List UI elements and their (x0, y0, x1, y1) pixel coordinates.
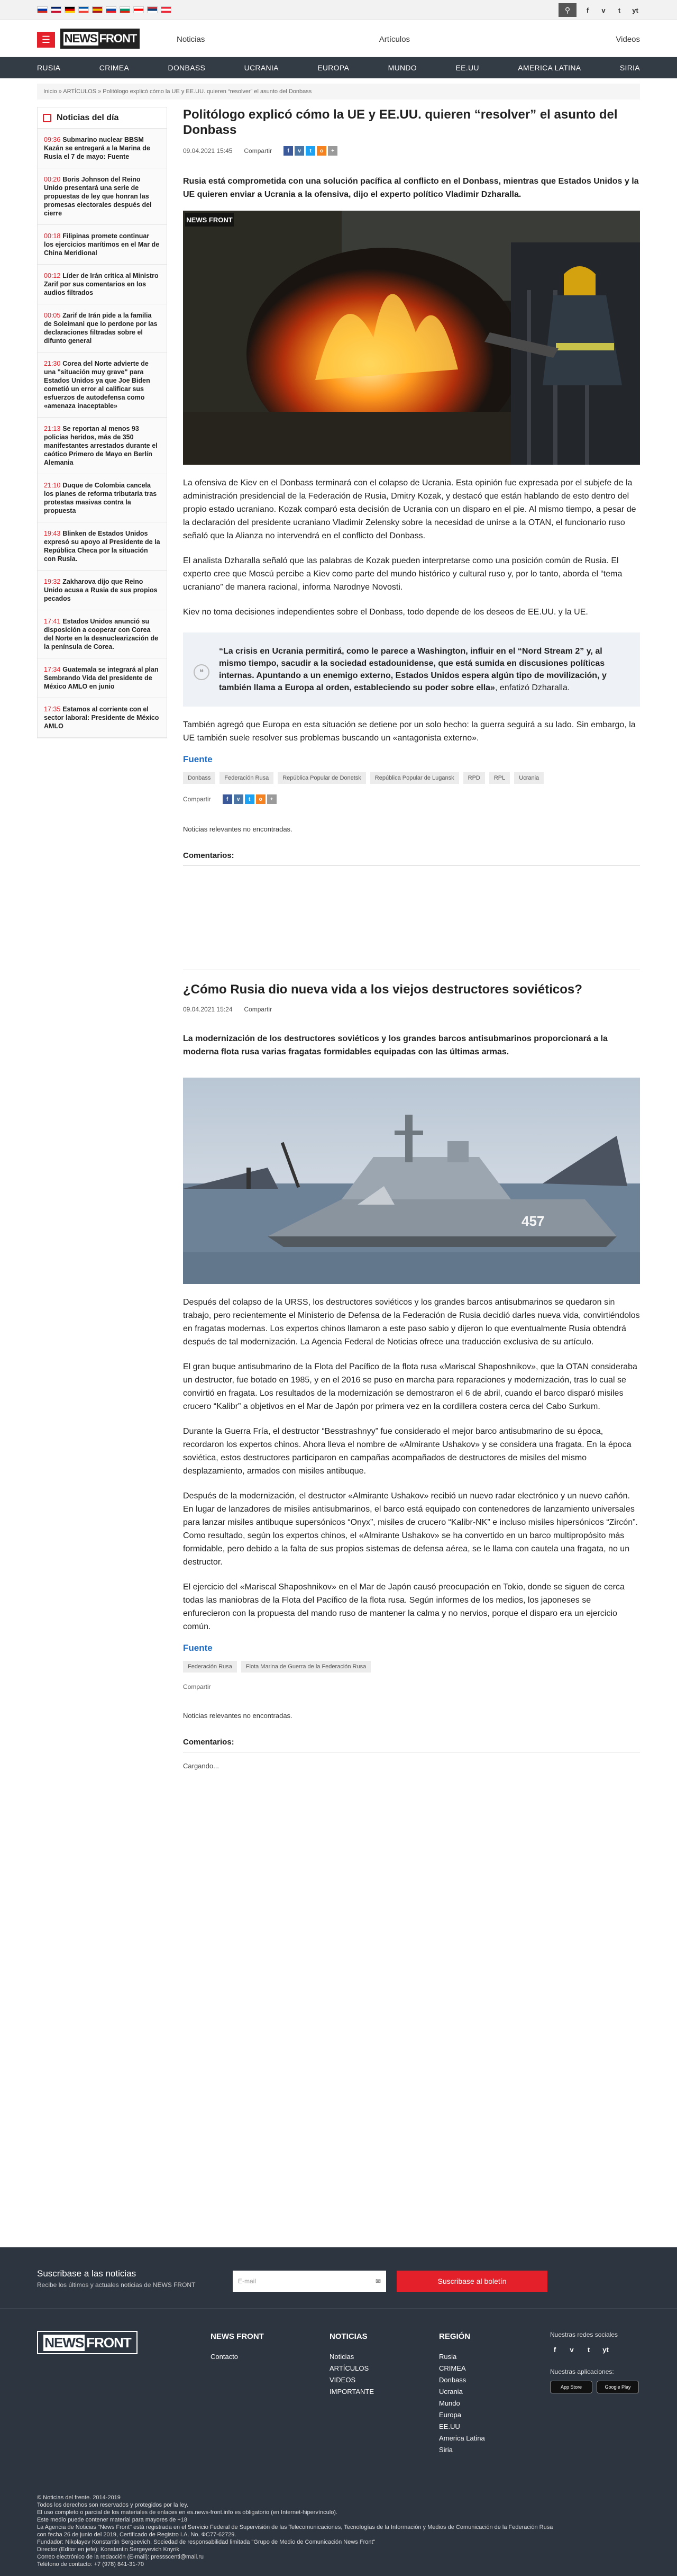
share-twitter-icon[interactable]: t (245, 794, 254, 804)
menu-button[interactable] (37, 32, 55, 48)
breadcrumb: Inicio » ARTÍCULOS » Politólogo explicó cómo la UE y EE.UU. quieren “resolver” el asunto del Donbass (37, 84, 640, 100)
comments-heading: Comentarios: (183, 851, 640, 866)
news-headline: Guatemala se integrará al plan Sembrando Vida del presidente de México AMLO en junio (44, 666, 159, 690)
news-time: 21:30 (44, 360, 61, 367)
vk-icon[interactable]: v (570, 2345, 574, 2354)
flag-de-icon[interactable] (65, 6, 75, 13)
main-nav (177, 35, 640, 44)
news-headline: Zakharova dijo que Reino Unido acusa a Rusia de sus propios pecados (44, 578, 158, 602)
footer-link[interactable]: ARTÍCULOS (330, 2364, 369, 2372)
article-1 (183, 107, 640, 866)
share-more-icon[interactable]: + (328, 146, 337, 156)
news-headline: Submarino nuclear BBSM Kazán se entregará a la Marina de Rusia el 7 de mayo: Fuente (44, 136, 150, 160)
article-2-tags (183, 1661, 640, 1673)
calendar-icon (43, 114, 51, 122)
footer-logo-front: FRONT (86, 2334, 131, 2351)
mail-icon: ✉ (375, 2277, 381, 2285)
category-america-latina[interactable]: AMERICA LATINA (518, 64, 581, 72)
facebook-icon[interactable]: f (586, 6, 589, 14)
article-1-title: Politólogo explicó cómo la UE y EE.UU. quieren “resolver” el asunto del Donbass (183, 107, 618, 137)
footer-col-title: NOTICIAS (330, 2332, 368, 2341)
share-ok-icon[interactable]: o (317, 146, 326, 156)
firefighter-fire-photo (183, 211, 640, 465)
article-2-date: 09.04.2021 15:24 (183, 1006, 233, 1013)
footer-link[interactable]: Donbass (439, 2376, 466, 2384)
footer-col-newsfront (211, 2331, 264, 2363)
news-time: 09:36 (44, 136, 61, 143)
footer-link[interactable]: Siria (439, 2446, 453, 2454)
sidebar-news-item[interactable] (38, 610, 167, 658)
comments-loading: Cargando... (183, 1762, 219, 1770)
share-vk-icon[interactable]: v (234, 794, 243, 804)
news-time: 19:43 (44, 530, 61, 537)
article-1-share-label: Compartir (244, 147, 272, 155)
youtube-icon[interactable]: yt (632, 6, 638, 14)
newsletter-email-input[interactable] (233, 2271, 386, 2292)
share-twitter-icon[interactable]: t (306, 146, 315, 156)
news-time: 19:32 (44, 578, 61, 585)
footer-col-links (439, 2351, 485, 2456)
article-1-source-link[interactable]: Fuente (183, 754, 213, 764)
footer-col-title: NEWS FRONT (211, 2332, 264, 2341)
share-ok-icon[interactable]: o (256, 794, 266, 804)
sidebar-header (38, 107, 167, 129)
tag[interactable]: Ucrania (514, 772, 544, 784)
share-facebook-icon[interactable]: f (283, 146, 293, 156)
legal-line: con fecha 26 de junio del 2019, Certificado de Registro I.A. No. ФС77-62729. (37, 2532, 236, 2538)
article-1-meta (183, 146, 640, 156)
vk-icon[interactable]: v (601, 6, 606, 14)
category-bar (0, 57, 677, 78)
logo-text-front: FRONT (99, 32, 137, 45)
article-1-tags (183, 772, 640, 784)
news-time: 21:10 (44, 482, 61, 489)
article-2-title: ¿Cómo Rusia dio nueva vida a los viejos destructores soviéticos? (183, 982, 582, 997)
news-time: 00:05 (44, 312, 61, 319)
news-headline: Boris Johnson del Reino Unido presentará una serie de propuestas de ley que honran las promesas electorales después del cierre (44, 176, 152, 217)
share-buttons-bottom (223, 794, 277, 804)
legal-line: Todos los derechos son reservados y protegidos por la ley. (37, 2502, 188, 2508)
category-ee-uu[interactable]: EE.UU (455, 64, 479, 72)
nav-videos[interactable]: Videos (616, 35, 640, 44)
sidebar-news-item[interactable] (38, 571, 167, 610)
news-time: 21:13 (44, 425, 61, 432)
article-2-image (183, 1078, 640, 1284)
footer-social-apps (550, 2331, 640, 2393)
newsletter-section (0, 2247, 677, 2308)
related-news-empty: Noticias relevantes no encontradas. (183, 825, 292, 833)
tag[interactable]: República Popular de Lugansk (370, 772, 459, 784)
flag-fr-icon[interactable] (78, 6, 89, 13)
article-2 (183, 982, 640, 1770)
google-play-badge[interactable]: Google Play (597, 2381, 639, 2393)
tag[interactable]: RPL (489, 772, 510, 784)
news-time: 17:41 (44, 618, 61, 625)
footer-logo[interactable] (37, 2331, 138, 2354)
search-icon: ⚲ (564, 5, 571, 14)
top-bar (0, 0, 677, 20)
category-siria[interactable]: SIRIA (619, 64, 640, 72)
app-store-badge[interactable]: App Store (550, 2381, 592, 2393)
legal-line: La Agencia de Noticias "News Front" está registrada en el Servicio Federal de Supervisión de las Telecomunicaciones, Tecnologías de la Información y Medios de Comunicación de la Federación Rusa (37, 2524, 553, 2530)
footer-link[interactable]: EE.UU (439, 2423, 460, 2430)
logo-text-news: NEWS (64, 32, 97, 45)
footer-link[interactable]: CRIMEA (439, 2364, 466, 2372)
top-bar-right (559, 3, 640, 17)
legal-line: El uso completo o parcial de los materiales de enlaces en es.news-front.info es obligatorio (en Internet-hipervínculo). (37, 2509, 338, 2516)
sidebar-news-item[interactable] (38, 658, 167, 698)
article-2-source-link[interactable]: Fuente (183, 1643, 213, 1653)
tag[interactable]: Flota Marina de Guerra de la Federación Rusa (241, 1661, 371, 1673)
legal-line: Director (Editor en jefe): Konstantin Sergeyevich Knyrik (37, 2546, 180, 2553)
footer-col-region (439, 2331, 485, 2456)
category-mundo[interactable]: MUNDO (388, 64, 417, 72)
article-2-paragraph: Durante la Guerra Fría, el destructor “Besstrashnyy” fue considerado el mejor barco antisubmarino de su época, recordaron los expertos chinos. Ahora lleva el nombre de «Almirante Ushakov» y se considera una fragata. En la época soviética, estos destructores participaron en campañas acompañados de destructores de misiles del mismo desplazamiento, armados con misiles antibuque. (183, 1427, 632, 1476)
category-ucrania[interactable]: UCRANIA (244, 64, 279, 72)
footer-link[interactable]: Ucrania (439, 2388, 463, 2396)
image-watermark: NEWS FRONT (186, 216, 233, 224)
footer-col-links (211, 2351, 264, 2363)
share-facebook-icon[interactable]: f (223, 794, 232, 804)
article-2-paragraph: El gran buque antisubmarino de la Flota del Pacífico de la flota rusa «Mariscal Shaposhnikov», que la OTAN consideraba un destructor, fue botado en 1985, y en el 2016 se puso en marcha para reparaciones y modernización, tras lo cual se convirtió en fragata. Los resultados de la modernización se demostraron el 6 de abril, cuando el barco disparó misiles crucero “Kalibr” a objetivos en el Mar de Japón por primera vez en la cordillera costera cerca del Cabo Surkum. (183, 1362, 637, 1411)
footer-link[interactable]: Mundo (439, 2399, 460, 2407)
hull-number: 457 (522, 1213, 545, 1229)
share-more-icon[interactable]: + (267, 794, 277, 804)
newsletter-title: Suscribase a las noticias (37, 2268, 136, 2279)
footer-link[interactable]: Europa (439, 2411, 461, 2419)
legal-line: Este medio puede contener material para mayores de +18 (37, 2517, 188, 2523)
site-logo[interactable] (60, 29, 140, 49)
footer-col-links (330, 2351, 374, 2398)
footer-link[interactable]: America Latina (439, 2434, 485, 2442)
article-1-date: 09.04.2021 15:45 (183, 147, 233, 155)
comments-heading: Comentarios: (183, 1738, 640, 1752)
category-list (37, 57, 640, 78)
footer-link[interactable]: Rusia (439, 2353, 457, 2361)
flag-sr-icon[interactable] (147, 6, 158, 13)
footer-link[interactable]: IMPORTANTE (330, 2388, 374, 2396)
flag-ge-icon[interactable] (133, 6, 144, 13)
article-1-body (183, 476, 640, 619)
article-1-paragraph: El analista Dzharalla señaló que las palabras de Kozak pueden interpretarse como una posición común de Rusia. El experto cree que Moscú percibe a Kiev como parte del mundo histórico y cultural ruso y, por lo tanto, aborda el “tema ucraniano” de manera racional, informa Narodnye Novosti. (183, 556, 623, 592)
footer-social-icons (550, 2345, 640, 2354)
footer-social-title: Nuestras redes sociales (550, 2331, 618, 2338)
sidebar-news-item[interactable] (38, 265, 167, 304)
article-1-paragraph: La ofensiva de Kiev en el Donbass terminará con el colapso de Ucrania. Esta opinión fue expresada por el subjefe de la administración presidencial de la Federación de Rusia, Dmitry Kozak, y destacó que están hablando de esto dentro del propio estado ucraniano. Kozak comparó esta decisión de Ucrania con un disparo en el pie. Al mismo tiempo, a pesar de la declaración del presidente ucraniano Vladimir Zelensky sobre la necesidad de unirse a la OTAN, el funcionario ruso señaló que la Alianza no intervendrá en el conflicto del Donbass. (183, 478, 636, 540)
article-2-share-label[interactable]: Compartir (244, 1006, 272, 1013)
sidebar-news-of-the-day (37, 107, 167, 738)
footer-logo-news: NEWS (44, 2334, 84, 2351)
news-headline: Blinken de Estados Unidos expresó su apoyo al Presidente de la República Checa por la situación con Rusia. (44, 530, 160, 563)
quote-icon: ❝ (194, 664, 209, 680)
legal-line: Teléfono de contacto: +7 (978) 841-31-70 (37, 2561, 144, 2568)
article-2-share-bottom (183, 1683, 640, 1691)
news-time: 00:18 (44, 232, 61, 240)
category-crimea[interactable]: CRIMEA (99, 64, 130, 72)
flag-ru-icon[interactable] (37, 6, 48, 13)
hamburger-icon: ☰ (41, 34, 51, 45)
tag[interactable]: Donbass (183, 772, 215, 784)
news-headline: Corea del Norte advierte de una "situación muy grave" para Estados Unidos ya que Joe Biden cometió un error al calificar sus esfuerzos de autodefensa como «amenaza inaceptable» (44, 360, 150, 410)
youtube-icon[interactable]: yt (602, 2345, 609, 2354)
article-2-paragraph: El ejercicio del «Mariscal Shaposhnikov» en el Mar de Japón causó preocupación en Tokio, donde se siguen de cerca todas las maniobras de la Flota del Pacífico de la flota rusa. Según informes de los medios, los japoneses se enfurecieron con la propuesta del mando ruso de mantener la calma y no nervios, porque el disparo era un ejercicio común. (183, 1583, 625, 1631)
news-headline: Zarif de Irán pide a la familia de Soleimani que lo perdone por las declaraciones filtradas sobre el difunto general (44, 312, 158, 345)
main-content (183, 107, 640, 1770)
sidebar-news-item[interactable] (38, 352, 167, 418)
footer-apps-title: Nuestras aplicaciones: (550, 2368, 614, 2375)
sidebar-news-item[interactable] (38, 522, 167, 571)
tag[interactable]: Federación Rusa (183, 1661, 237, 1673)
article-1-quote (183, 632, 640, 707)
language-selector (37, 6, 171, 13)
news-headline: Filipinas promete continuar los ejercicios marítimos en el Mar de China Meridional (44, 232, 160, 257)
twitter-icon[interactable]: t (587, 2345, 590, 2354)
facebook-icon[interactable]: f (553, 2345, 556, 2354)
footer-legal (37, 2494, 640, 2568)
footer-link[interactable]: VIDEOS (330, 2376, 356, 2384)
flag-at-icon[interactable] (161, 6, 171, 13)
twitter-icon[interactable]: t (618, 6, 621, 14)
tag[interactable]: RPD (463, 772, 485, 784)
sidebar-news-item[interactable] (38, 129, 167, 168)
sidebar-news-item[interactable] (38, 474, 167, 522)
share-vk-icon[interactable]: v (295, 146, 304, 156)
sidebar-news-item[interactable] (38, 304, 167, 352)
news-time: 17:35 (44, 706, 61, 713)
sidebar-list (38, 129, 167, 738)
footer-col-title: REGIÓN (439, 2332, 471, 2341)
article-1-body-end (183, 718, 640, 745)
category-europa[interactable]: EUROPA (317, 64, 350, 72)
news-headline: Estamos al corriente con el sector laboral: Presidente de México AMLO (44, 706, 159, 730)
article-1-share-buttons (283, 146, 337, 156)
article-2-paragraph: Después de la modernización, el destructor «Almirante Ushakov» recibió un nuevo radar electrónico y un nuevo cañón. En lugar de lanzadores de misiles antisubmarinos, el barco está equipado con contenedores de lanzamiento universales para lanzar misiles antibuque supersónicos “Onyx”, misiles de crucero “Kalibr-NK” e incluso misiles hipersónicos “Zircón”. Como resultado, según los expertos chinos, el «Almirante Ushakov» se ha convertido en un barco multipropósito más formidable, pero debido a la falta de sus propios sistemas de defensa aérea, se le llama con cautela una fragata, no un destructor. (183, 1492, 638, 1567)
warship-photo (183, 1078, 640, 1284)
news-time: 00:20 (44, 176, 61, 183)
footer-link[interactable]: Contacto (211, 2353, 239, 2361)
news-headline: Se reportan al menos 93 policías heridos, más de 350 manifestantes arrestados durante el caótico Primero de Mayo en Berlín Alemania (44, 425, 158, 466)
sidebar-news-item[interactable] (38, 168, 167, 225)
site-header (0, 20, 677, 57)
news-headline: Estados Unidos anunció su disposición a cooperar con Corea del Norte en la desnuclearización de la península de Corea. (44, 618, 159, 650)
article-1-paragraph: También agregó que Europa en esta situación se detiene por un solo hecho: la guerra seguirá a su lado. Sin embargo, la UE también suele resolver sus problemas buscando un «antagonista externo». (183, 720, 636, 743)
email-placeholder: E-mail (238, 2277, 257, 2285)
sidebar-news-item[interactable] (38, 698, 167, 738)
sidebar-title: Noticias del día (57, 113, 119, 122)
news-headline: Líder de Irán critica al Ministro Zarif por sus comentarios en los audios filtrados (44, 272, 159, 296)
related-news-empty: Noticias relevantes no encontradas. (183, 1712, 292, 1720)
quote-text: “La crisis en Ucrania permitirá, como le parece a Washington, influir en el “Nord Stream 2” y, al mismo tiempo, sacudir a la sociedad estadounidense, que está sumida en discusiones políticas internas. Apuntando a un enemigo externo, Estados Unidos espera algún tipo de movilización, y también llama a Europa al orden, estableciendo su poder sobre ella» (219, 647, 607, 692)
app-badges (550, 2381, 640, 2393)
tag[interactable]: República Popular de Donetsk (278, 772, 366, 784)
newsletter-subtitle: Recibe los últimos y actuales noticias de NEWS FRONT (37, 2281, 196, 2289)
flag-en-icon[interactable] (51, 6, 61, 13)
article-2-body (183, 1296, 640, 1633)
legal-line: Correo electrónico de la redacción (E-mail): pressscenti@mail.ru (37, 2554, 204, 2560)
search-button[interactable] (559, 3, 577, 17)
tag[interactable]: Federación Rusa (219, 772, 273, 784)
article-1-lead: Rusia está comprometida con una solución pacífica al conflicto en el Donbass, mientras que Estados Unidos y la UE quieren enviar a Ucrania a la ofensiva, dijo el experto político Vladimir Dzharalla. (183, 177, 639, 199)
news-time: 17:34 (44, 666, 61, 673)
site-footer (0, 2308, 677, 2576)
flag-sk-icon[interactable] (106, 6, 116, 13)
legal-line: Fundador: Nikolayev Konstantin Sergeevich. Sociedad de responsabilidad limitada "Grupo de Medio de Comunicación News Front" (37, 2539, 376, 2545)
article-2-meta (183, 1006, 640, 1013)
news-time: 00:12 (44, 272, 61, 279)
news-headline: Duque de Colombia cancela los planes de reforma tributaria tras protestas masivas contra la propuesta (44, 482, 157, 514)
article-1-image (183, 211, 640, 465)
category-donbass[interactable]: DONBASS (168, 64, 206, 72)
footer-col-noticias (330, 2331, 374, 2398)
article-1-paragraph: Kiev no toma decisiones independientes sobre el Donbass, todo depende de los deseos de EE.UU. y la UE. (183, 608, 588, 617)
newsletter-subscribe-button[interactable]: Suscribase al boletín (397, 2271, 547, 2292)
sidebar-news-item[interactable] (38, 418, 167, 474)
share-label-bottom[interactable]: Compartir (183, 1683, 211, 1691)
article-2-lead: La modernización de los destructores soviéticos y los grandes barcos antisubmarinos proporcionará a la moderna flota rusa varias fragatas formidables equipadas con las últimas armas. (183, 1034, 608, 1056)
nav-articulos[interactable]: Artículos (379, 35, 410, 44)
flag-bg-icon[interactable] (120, 6, 130, 13)
quote-attribution: , enfatizó Dzharalla. (495, 683, 570, 692)
article-2-paragraph: Después del colapso de la URSS, los destructores soviéticos y los grandes barcos antisubmarinos se quedaron sin trabajo, pero recientemente el Ministerio de Defensa de la Federación de Rusia decidió darles nueva vida, convirtiéndolos en fragatas modernas. Los expertos chinos llamaron a este paso sabio y dijeron lo que eventualmente Rusia obtendrá después de tal modernización. La Agencia Federal de Noticias ofrece una traducción exclusiva de su artículo. (183, 1298, 640, 1346)
legal-line: © Noticias del frente. 2014-2019 (37, 2494, 121, 2501)
footer-link[interactable]: Noticias (330, 2353, 354, 2361)
category-rusia[interactable]: RUSIA (37, 64, 61, 72)
share-label-bottom: Compartir (183, 796, 211, 803)
flag-es-icon[interactable] (92, 6, 103, 13)
sidebar-news-item[interactable] (38, 225, 167, 265)
nav-noticias[interactable]: Noticias (177, 35, 205, 44)
article-1-share-bottom (183, 794, 640, 804)
